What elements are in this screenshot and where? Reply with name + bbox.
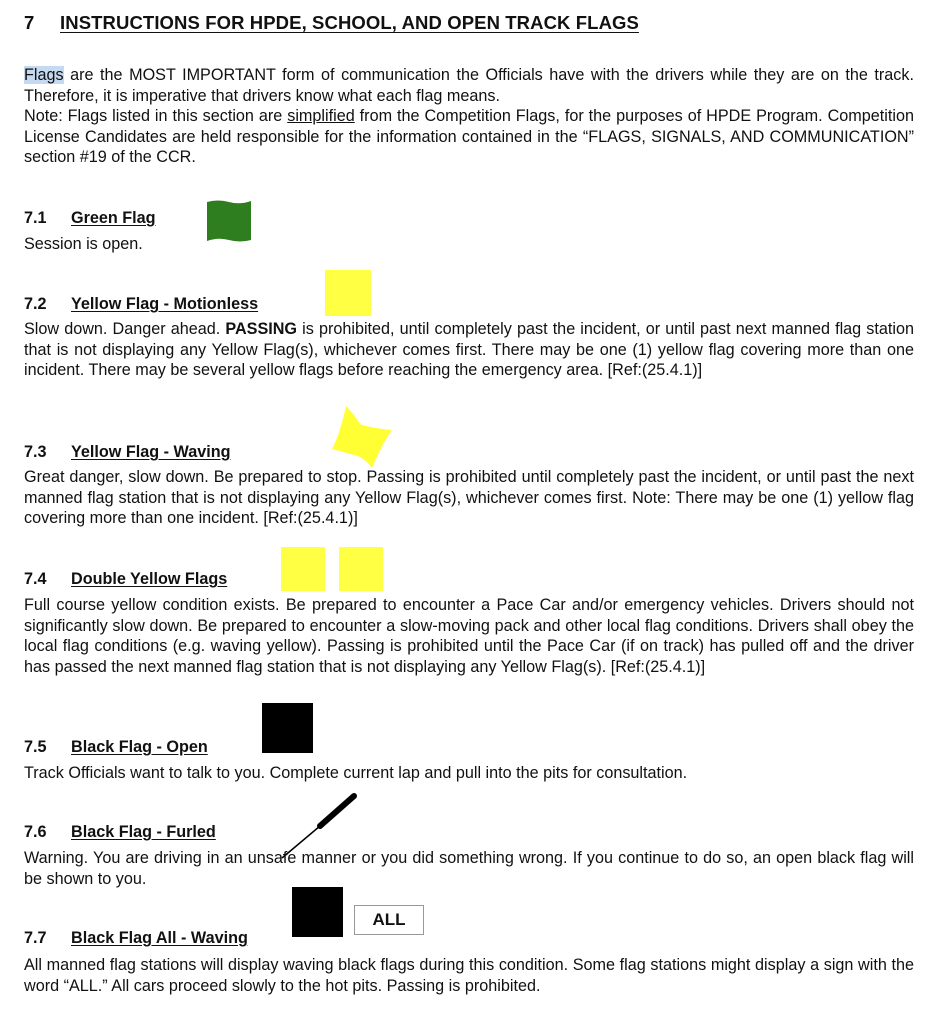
heading-title: Double Yellow Flags xyxy=(71,570,228,588)
heading-title: Black Flag All - Waving xyxy=(71,929,248,947)
yellow-flag-waving-icon xyxy=(330,404,392,470)
note-underlined-word: simplified xyxy=(287,107,355,126)
intro-text: are the MOST IMPORTANT form of communication the Officials have with the drivers while they are on the track. Therefore, it is imperative that drivers know what each flag means. xyxy=(24,66,914,105)
note-prefix: Note: Flags listed in this section are xyxy=(24,107,288,126)
all-sign: ALL xyxy=(354,905,424,935)
heading-title: Yellow Flag - Motionless xyxy=(71,295,259,313)
body-7-1: Session is open. xyxy=(24,235,143,253)
body-7-3: Great danger, slow down. Be prepared to stop. Passing is prohibited until completely past the incident, or until past the next manned flag station that is not displaying any Yellow Flag(s), whichever comes first. Note: There may be one (1) yellow flag covering more than one incident. [Ref:(25.4.1)] xyxy=(24,468,914,528)
section-number: 7 xyxy=(24,12,35,33)
highlighted-word: Flags xyxy=(24,66,64,84)
yellow-flag-motionless-icon xyxy=(325,270,371,316)
heading-number: 7.1 xyxy=(24,209,47,227)
heading-7-4 xyxy=(24,570,227,589)
heading-7-2 xyxy=(24,295,258,314)
heading-7-3 xyxy=(24,443,231,462)
heading-number: 7.5 xyxy=(24,738,47,756)
intro-paragraph xyxy=(24,65,914,168)
body-7-2 xyxy=(24,319,914,381)
passing-bold: PASSING xyxy=(225,320,298,338)
heading-title: Black Flag - Open xyxy=(71,738,208,756)
section-title-text: INSTRUCTIONS FOR HPDE, SCHOOL, AND OPEN TRACK FLAGS xyxy=(60,12,639,33)
heading-number: 7.3 xyxy=(24,443,47,461)
body-7-6: Warning. You are driving in an unsafe manner or you did something wrong. If you continue to do so, an open black flag will be shown to you. xyxy=(24,849,914,888)
black-flag-open-icon xyxy=(262,703,313,753)
heading-7-6 xyxy=(24,823,216,842)
heading-title: Green Flag xyxy=(71,209,156,227)
heading-number: 7.7 xyxy=(24,929,47,947)
heading-title: Black Flag - Furled xyxy=(71,823,216,841)
yellow-flag-right-icon xyxy=(339,547,383,591)
heading-number: 7.6 xyxy=(24,823,47,841)
heading-number: 7.2 xyxy=(24,295,47,313)
body-7-5: Track Officials want to talk to you. Complete current lap and pull into the pits for consultation. xyxy=(24,764,688,782)
body-text: Slow down. Danger ahead. xyxy=(24,320,226,338)
section-title xyxy=(24,12,639,34)
body-7-4: Full course yellow condition exists. Be prepared to encounter a Pace Car and/or emergency vehicles. Drivers should not significantly slow down. Be prepared to encounter a slow-moving pack and other local flag conditions. Drivers shall obey the local flag conditions (e.g. waving yellow). Passing is prohibited until the Pace Car (if on track) has pulled off and the driver has passed the next manned flag station that is not displaying any Yellow Flag(s). [Ref:(25.4.1)] xyxy=(24,596,914,676)
heading-number: 7.4 xyxy=(24,570,47,588)
yellow-flag-left-icon xyxy=(281,547,325,591)
black-flag-all-icon xyxy=(292,887,343,937)
note-rest: from the Competition Flags, for the purposes of HPDE Program. Competition License Candidates are held responsible for the information contained in the “FLAGS, SIGNALS, AND COMMUNICATION” section #19 of the CCR. xyxy=(24,107,914,167)
heading-title: Yellow Flag - Waving xyxy=(71,443,231,461)
heading-7-5 xyxy=(24,738,208,757)
body-7-7: All manned flag stations will display waving black flags during this condition. Some flag stations might display a sign with the word “ALL.” All cars proceed slowly to the hot pits. Passing is prohibited. xyxy=(24,956,914,995)
body-text: is prohibited, until completely past the incident, or until past next manned flag station that is not displaying any Yellow Flag(s), whichever comes first. There may be one (1) yellow flag covering more than one incident. There may be several yellow flags before reaching the emergency area. [Ref:(25.4.1)] xyxy=(24,320,915,380)
heading-7-1 xyxy=(24,209,156,228)
heading-7-7 xyxy=(24,929,248,948)
